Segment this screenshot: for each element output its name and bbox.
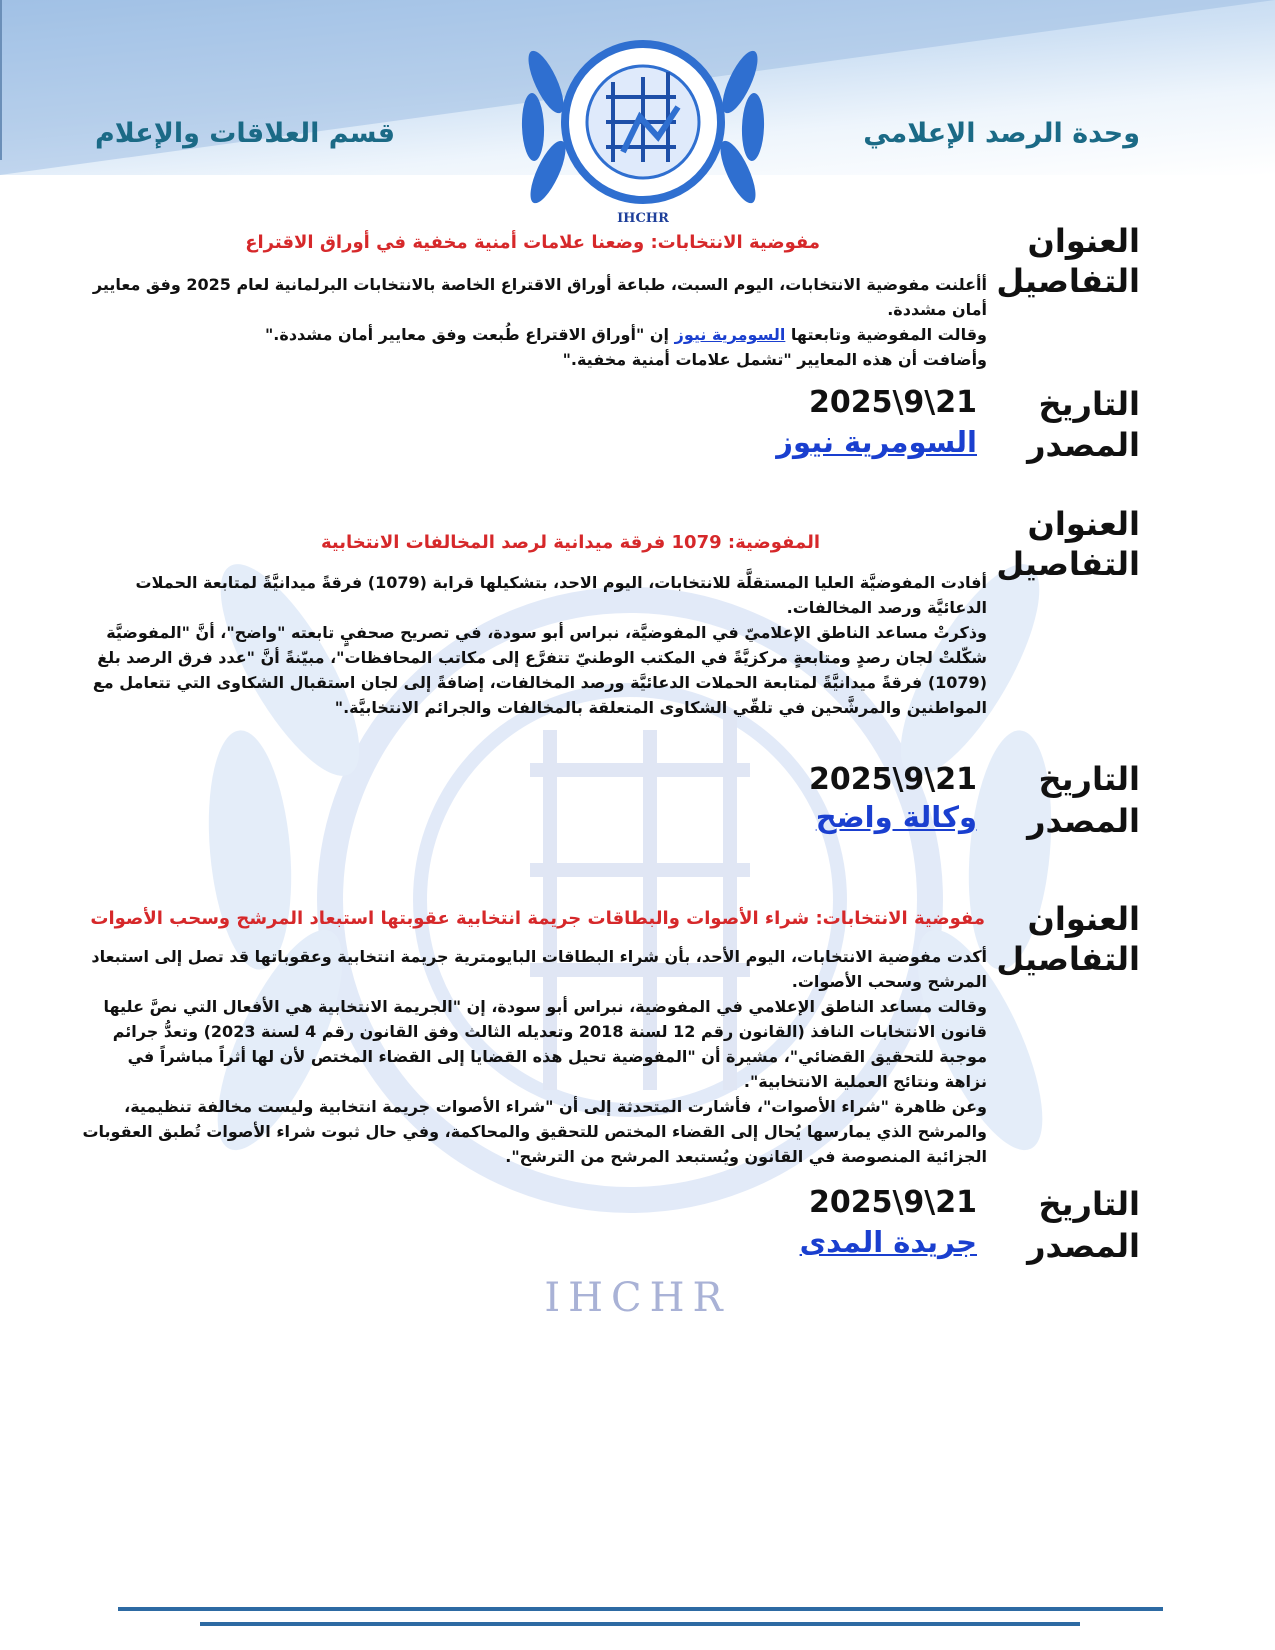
header-department-title: قسم العلاقات والإعلام <box>95 118 396 149</box>
article-2-details <box>82 570 987 720</box>
label-title-1: العنوان <box>1027 222 1140 260</box>
label-title-3: العنوان <box>1027 900 1140 938</box>
label-details-1: التفاصيل <box>996 262 1140 300</box>
article-2-para-2: وذكرتْ مساعد الناطق الإعلاميّ في المفوضيَّة، نبراس أبو سودة، في تصريح صحفيٍ تابعته "واضح"، أنَّ "المفوضيَّة شكّلتْ لجان رصدٍ ومتابعةٍ مركزيَّةً في المكتب الوطنيّ تتفرَّع إلى مكاتب المحافظات"، مبيّنةً أنَّ "عدد فرق الرصد بلغ (1079) فرقةً ميدانيَّةً لمتابعة الحملات الدعائيَّة ورصد المخالفات، إضافةً إلى لجان استقبال الشكاوى التي تتعامل مع المواطنين والمرشَّحين في تلقّي الشكاوى المتعلقة بالمخالفات والجرائم الانتخابيَّة." <box>92 623 987 717</box>
ihchr-logo <box>518 22 768 232</box>
article-2-para-1: أفادت المفوضيَّة العليا المستقلَّة للانتخابات، اليوم الاحد، بتشكيلها قرابة (1079) فرقةً ميدانيَّةً لمتابعة الحملات الدعائيَّة ورصد المخالفات. <box>135 573 987 617</box>
article-2-date: 2025\9\21 <box>808 762 977 797</box>
article-1-source-link[interactable]: السومرية نيوز <box>776 425 977 459</box>
label-source-2: المصدر <box>1027 802 1140 840</box>
article-1-date: 2025\9\21 <box>808 385 977 420</box>
label-source-3: المصدر <box>1027 1227 1140 1265</box>
article-2-title: المفوضية: 1079 فرقة ميدانية لرصد المخالفات الانتخابية <box>320 532 820 553</box>
article-3-para-1: أكدت مفوضية الانتخابات، اليوم الأحد، بأن شراء البطاقات البايومترية جريمة انتخابية وعقوباتها قد تصل إلى استبعاد المرشح وسحب الأصوات. <box>91 947 987 991</box>
label-source-1: المصدر <box>1027 426 1140 464</box>
article-1-source-inline-link[interactable]: السومرية نيوز <box>674 325 786 344</box>
header-unit-title: وحدة الرصد الإعلامي <box>863 118 1140 149</box>
article-3-para-3: وعن ظاهرة "شراء الأصوات"، فأشارت المتحدثة إلى أن "شراء الأصوات جريمة انتخابية وليست مخالفة تنظيمية، والمرشح الذي يمارسها يُحال إلى القضاء المختص للتحقيق والمحاكمة، وفي حال ثبوت شراء الأصوات تُطبق العقوبات الجزائية المنصوصة في القانون ويُستبعد المرشح من الترشح". <box>82 1097 987 1166</box>
article-1-title: مفوضية الانتخابات: وضعنا علامات أمنية مخفية في أوراق الاقتراع <box>245 232 820 253</box>
label-date-3: التاريخ <box>1038 1185 1140 1223</box>
article-1-para-3: وأضافت أن هذه المعايير "تشمل علامات أمنية مخفية." <box>562 350 987 369</box>
article-1-para-2: وقالت المفوضية وتابعتها السومرية نيوز إن "أوراق الاقتراع طُبعت وفق معايير أمان مشددة." <box>264 325 987 344</box>
label-title-2: العنوان <box>1027 505 1140 543</box>
label-date-1: التاريخ <box>1038 385 1140 423</box>
footer-line-upper <box>118 1607 1163 1611</box>
left-edge-strip <box>0 0 2 160</box>
label-details-2: التفاصيل <box>996 545 1140 583</box>
logo-caption: IHCHR <box>617 211 669 226</box>
footer-line-lower <box>200 1622 1080 1626</box>
article-3-details <box>82 944 987 1169</box>
watermark-text: IHCHR <box>544 1275 731 1321</box>
article-2-source-link[interactable]: وكالة واضح <box>815 800 977 834</box>
article-3-source-link[interactable]: جريدة المدى <box>799 1225 977 1259</box>
article-3-title: مفوضية الانتخابات: شراء الأصوات والبطاقات جريمة انتخابية عقوبتها استبعاد المرشح وسحب الأصوات <box>90 908 985 929</box>
article-3-para-2: وقالت مساعد الناطق الإعلامي في المفوضية، نبراس أبو سودة، إن "الجريمة الانتخابية هي الأفعال التي نصَّ عليها قانون الانتخابات النافذ (القانون رقم 12 لسنة 2018 وتعديله الثالث وفق القانون رقم 4 لسنة 2023) وتعدُّ جرائم موجبة للتحقيق القضائي"، مشيرة أن "المفوضية تحيل هذه القضايا إلى القضاء المختص لأن لها أثراً مباشراً في نزاهة ونتائج العملية الانتخابية". <box>103 997 987 1091</box>
article-1-para-1: أأعلنت مفوضية الانتخابات، اليوم السبت، طباعة أوراق الاقتراع الخاصة بالانتخابات البرلمانية لعام 2025 وفق معايير أمان مشددة. <box>92 275 987 319</box>
article-3-date: 2025\9\21 <box>808 1185 977 1220</box>
label-details-3: التفاصيل <box>996 940 1140 978</box>
article-1-details <box>82 272 987 372</box>
label-date-2: التاريخ <box>1038 760 1140 798</box>
